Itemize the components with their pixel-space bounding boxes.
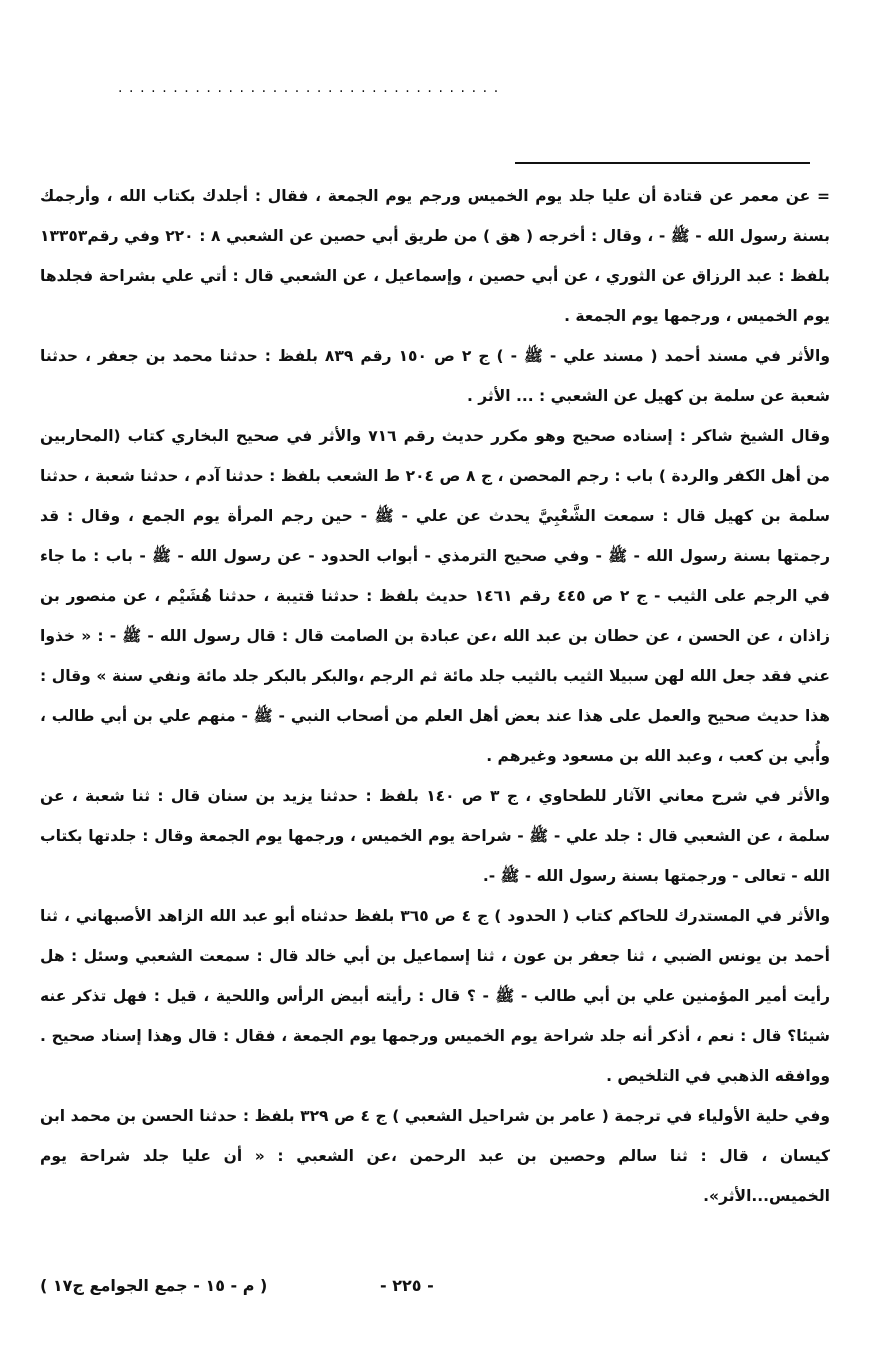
paragraph: والأثر في المستدرك للحاكم كتاب ( الحدود ) ج ٤ ص ٣٦٥ بلفظ حدثناه أبو عبد الله الزاهد الأصبهاني ، ثنا أحمد بن يونس الضبي ، ثنا جعفر بن عون ، ثنا إسماعيل بن أبي خالد قال : سمعت الشعبي وسئل : هل رأيت أمير المؤمنين علي بن أبي طالب - ﷺ - ؟ قال : رأيته أبيض الرأس واللحية ، قيل : فهل تذكر عنه شيئا؟ قال : نعم ، أذكر أنه جلد شراحة يوم الخميس ورجمها يوم الجمعة ، فقال : قال وهذا إسناد صحيح . ووافقه الذهبي في التلخيص . [40,907,830,1085]
paragraph: والأثر في شرح معاني الآثار للطحاوي ، ج ٣ ص ١٤٠ بلفظ : حدثنا يزيد بن سنان قال : ثنا شعبة ، عن سلمة ، عن الشعبي قال : جلد علي - ﷺ - شراحة يوم الخميس ، ورجمها يوم الجمعة وقال : جلدتها بكتاب الله - تعالى - ورجمتها بسنة رسول الله - ﷺ -. [40,787,831,885]
book-signature: ( م - ١٥ - جمع الجوامع ج١٧ ) [40,1276,268,1295]
paragraph: والأثر في مسند أحمد ( مسند علي - ﷺ - ) ج ٢ ص ١٥٠ رقم ٨٣٩ بلفظ : حدثنا محمد بن جعفر ، حدثنا شعبة عن سلمة بن كهيل عن الشعبي : ... الأثر . [40,347,830,405]
page-number: - ٢٢٥ - [380,1276,434,1295]
footnote-body [40,176,830,1216]
footnote-rule [515,162,810,164]
paragraph: = عن معمر عن قتادة أن عليا جلد يوم الخميس ورجم يوم الجمعة ، فقال : أجلدك بكتاب الله ، وأرجمك بسنة رسول الله - ﷺ - ، وقال : أخرجه ( هق ) من طريق أبي حصين عن الشعبي ٨ : ٢٢٠ وفي رقم١٣٣٥٣ بلفظ : عبد الرزاق عن الثوري ، عن أبي حصين ، وإسماعيل ، عن الشعبي قال : أتي علي بشراحة فجلدها يوم الخميس ، ورجمها يوم الجمعة . [40,187,830,325]
page-footer [40,1276,785,1306]
paragraph: وقال الشيخ شاكر : إسناده صحيح وهو مكرر حديث رقم ٧١٦ والأثر في صحيح البخاري كتاب (المحاربين من أهل الكفر والردة ) باب : رجم المحصن ، ج ٨ ص ٢٠٤ ط الشعب بلفظ : حدثنا آدم ، حدثنا شعبة ، حدثنا سلمة بن كهيل قال : سمعت الشَّعْبِيَّ يحدث عن علي - ﷺ - حين رجم المرأة يوم الجمع ، وقال : قد رجمتها بسنة رسول الله - ﷺ - وفي صحيح الترمذي - أبواب الحدود - عن رسول الله - ﷺ - باب : ما جاء في الرجم على الثيب - ج ٢ ص ٤٤٥ رقم ١٤٦١ حديث بلفظ : حدثنا قتيبة ، حدثنا هُشَيْم ، عن منصور بن زاذان ، عن الحسن ، عن حطان بن عبد الله ،عن عبادة بن الصامت قال : قال رسول الله - ﷺ - : « خذوا عني فقد جعل الله لهن سبيلا الثيب بالثيب جلد مائة ثم الرجم ،والبكر بالبكر جلد مائة ونفي سنة » وقال : هذا حديث صحيح والعمل على هذا عند بعض أهل العلم من أصحاب النبي - ﷺ - منهم علي بن أبي طالب ، وأُبي بن كعب ، وعبد الله بن مسعود وغيرهم . [40,427,830,765]
dotted-separator: ................................... [118,80,505,96]
paragraph: وفي حلية الأولياء في ترجمة ( عامر بن شراحيل الشعبي ) ج ٤ ص ٣٢٩ بلفظ : حدثنا الحسن بن محمد ابن كيسان ، قال : ثنا سالم وحصين بن عبد الرحمن ،عن الشعبي : « أن عليا جلد شراحة يوم الخميس...الأثر». [40,1107,830,1205]
